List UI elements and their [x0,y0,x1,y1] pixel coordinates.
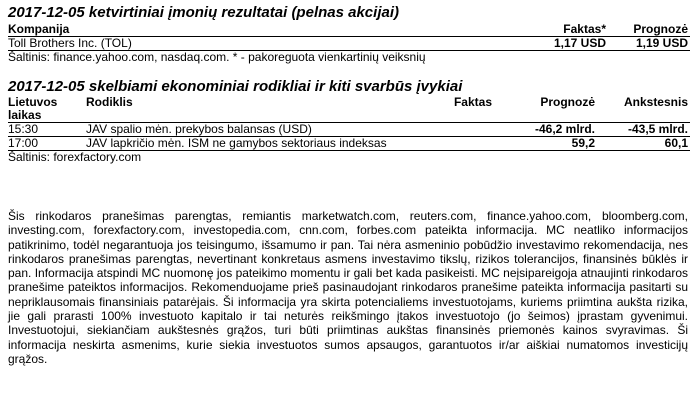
table-row [8,37,690,51]
previous-cell: 60,1 [597,137,690,151]
indicators-source: Šaltinis: forexfactory.com [8,150,142,164]
disclaimer-text: Šis rinkodaros pranešimas parengtas, remiantis marketwatch.com, reuters.com, finance.yahoo.com, bloomberg.com, investing.com, forexfactory.com, investopedia.com, cnn.com, forbes.com pateikta informacija. MC neatliko informacijos patikrinimo, todėl negarantuoja jos teisingumo, išsamumo ir pan. Tai nėra asmeninio pobūdžio investavimo rekomendacija, nes rinkodaros pranešimas parengtas, nevertinant konkretaus asmens investavimo tikslų, rizikos tolerancijos, finansinės būklės ir pan. Informacija atspindi MC nuomonę jos pateikimo momentu ir gali bet kada pasikeisti. MC neįsipareigoja atnaujinti rinkodaros pranešime pateiktos informacijos. Rekomenduojame prieš pasinaudojant rinkodaros pranešime pateikta informacija pasitarti su nepriklausomais finansiniais patarėjais. Ši informacija yra skirta potencialiems investuotojams, kuriems priimtina aukšta rizika, jie gali prarasti 100% investuoto kapitalo ir tai neturės reikšmingo įtakos investuotojo (jo šeimos) įprastam gyvenimui. Investuotojui, siekiančiam aukštesnės grąžos, turi būti priimtinas aukštas finansinės priemonės kainos svyravimas. Ši informacija neskirta asmenims, kurie siekia investuotos sumos apsaugos, garantuotos ir/ar aiškiai numatomos investicijų grąžos. [8,209,688,366]
earnings-table [8,23,690,51]
indicator-header: Rodiklis [86,96,406,123]
indicator-cell: JAV spalio mėn. prekybos balansas (USD) [86,123,406,137]
previous-cell: -43,5 mlrd. [597,123,690,137]
actual-cell [406,137,494,151]
table-row [8,123,690,137]
actual-header: Faktas [406,96,494,123]
forecast-cell: 1,19 USD [608,37,690,51]
company-cell: Toll Brothers Inc. (TOL) [8,37,476,51]
forecast-cell: 59,2 [494,137,597,151]
indicators-header-row [8,96,690,123]
indicators-table [8,96,690,151]
time-header-line1: Lietuvos [8,96,58,109]
forecast-header: Prognozė [608,23,690,37]
actual-header: Faktas* [476,23,608,37]
time-cell: 15:30 [8,123,86,137]
forecast-header: Prognozė [494,96,597,123]
table-row [8,137,690,151]
actual-cell: 1,17 USD [476,37,608,51]
actual-cell [406,123,494,137]
company-header: Kompanija [8,23,476,37]
indicators-section-title: 2017-12-05 skelbiami ekonominiai rodikliai ir kiti svarbūs įvykiai [8,78,463,95]
earnings-section-title: 2017-12-05 ketvirtiniai įmonių rezultatai (pelnas akcijai) [8,4,399,21]
time-header-line2: laikas [8,108,42,122]
time-cell: 17:00 [8,137,86,151]
earnings-source: Šaltinis: finance.yahoo.com, nasdaq.com. * - pakoreguota vienkartinių veiksnių [8,50,426,64]
indicator-cell: JAV lapkričio mėn. ISM ne gamybos sektoriaus indeksas [86,137,406,151]
time-header [8,96,86,123]
previous-header: Ankstesnis [597,96,690,123]
forecast-cell: -46,2 mlrd. [494,123,597,137]
earnings-header-row [8,23,690,37]
document-page [8,4,690,164]
